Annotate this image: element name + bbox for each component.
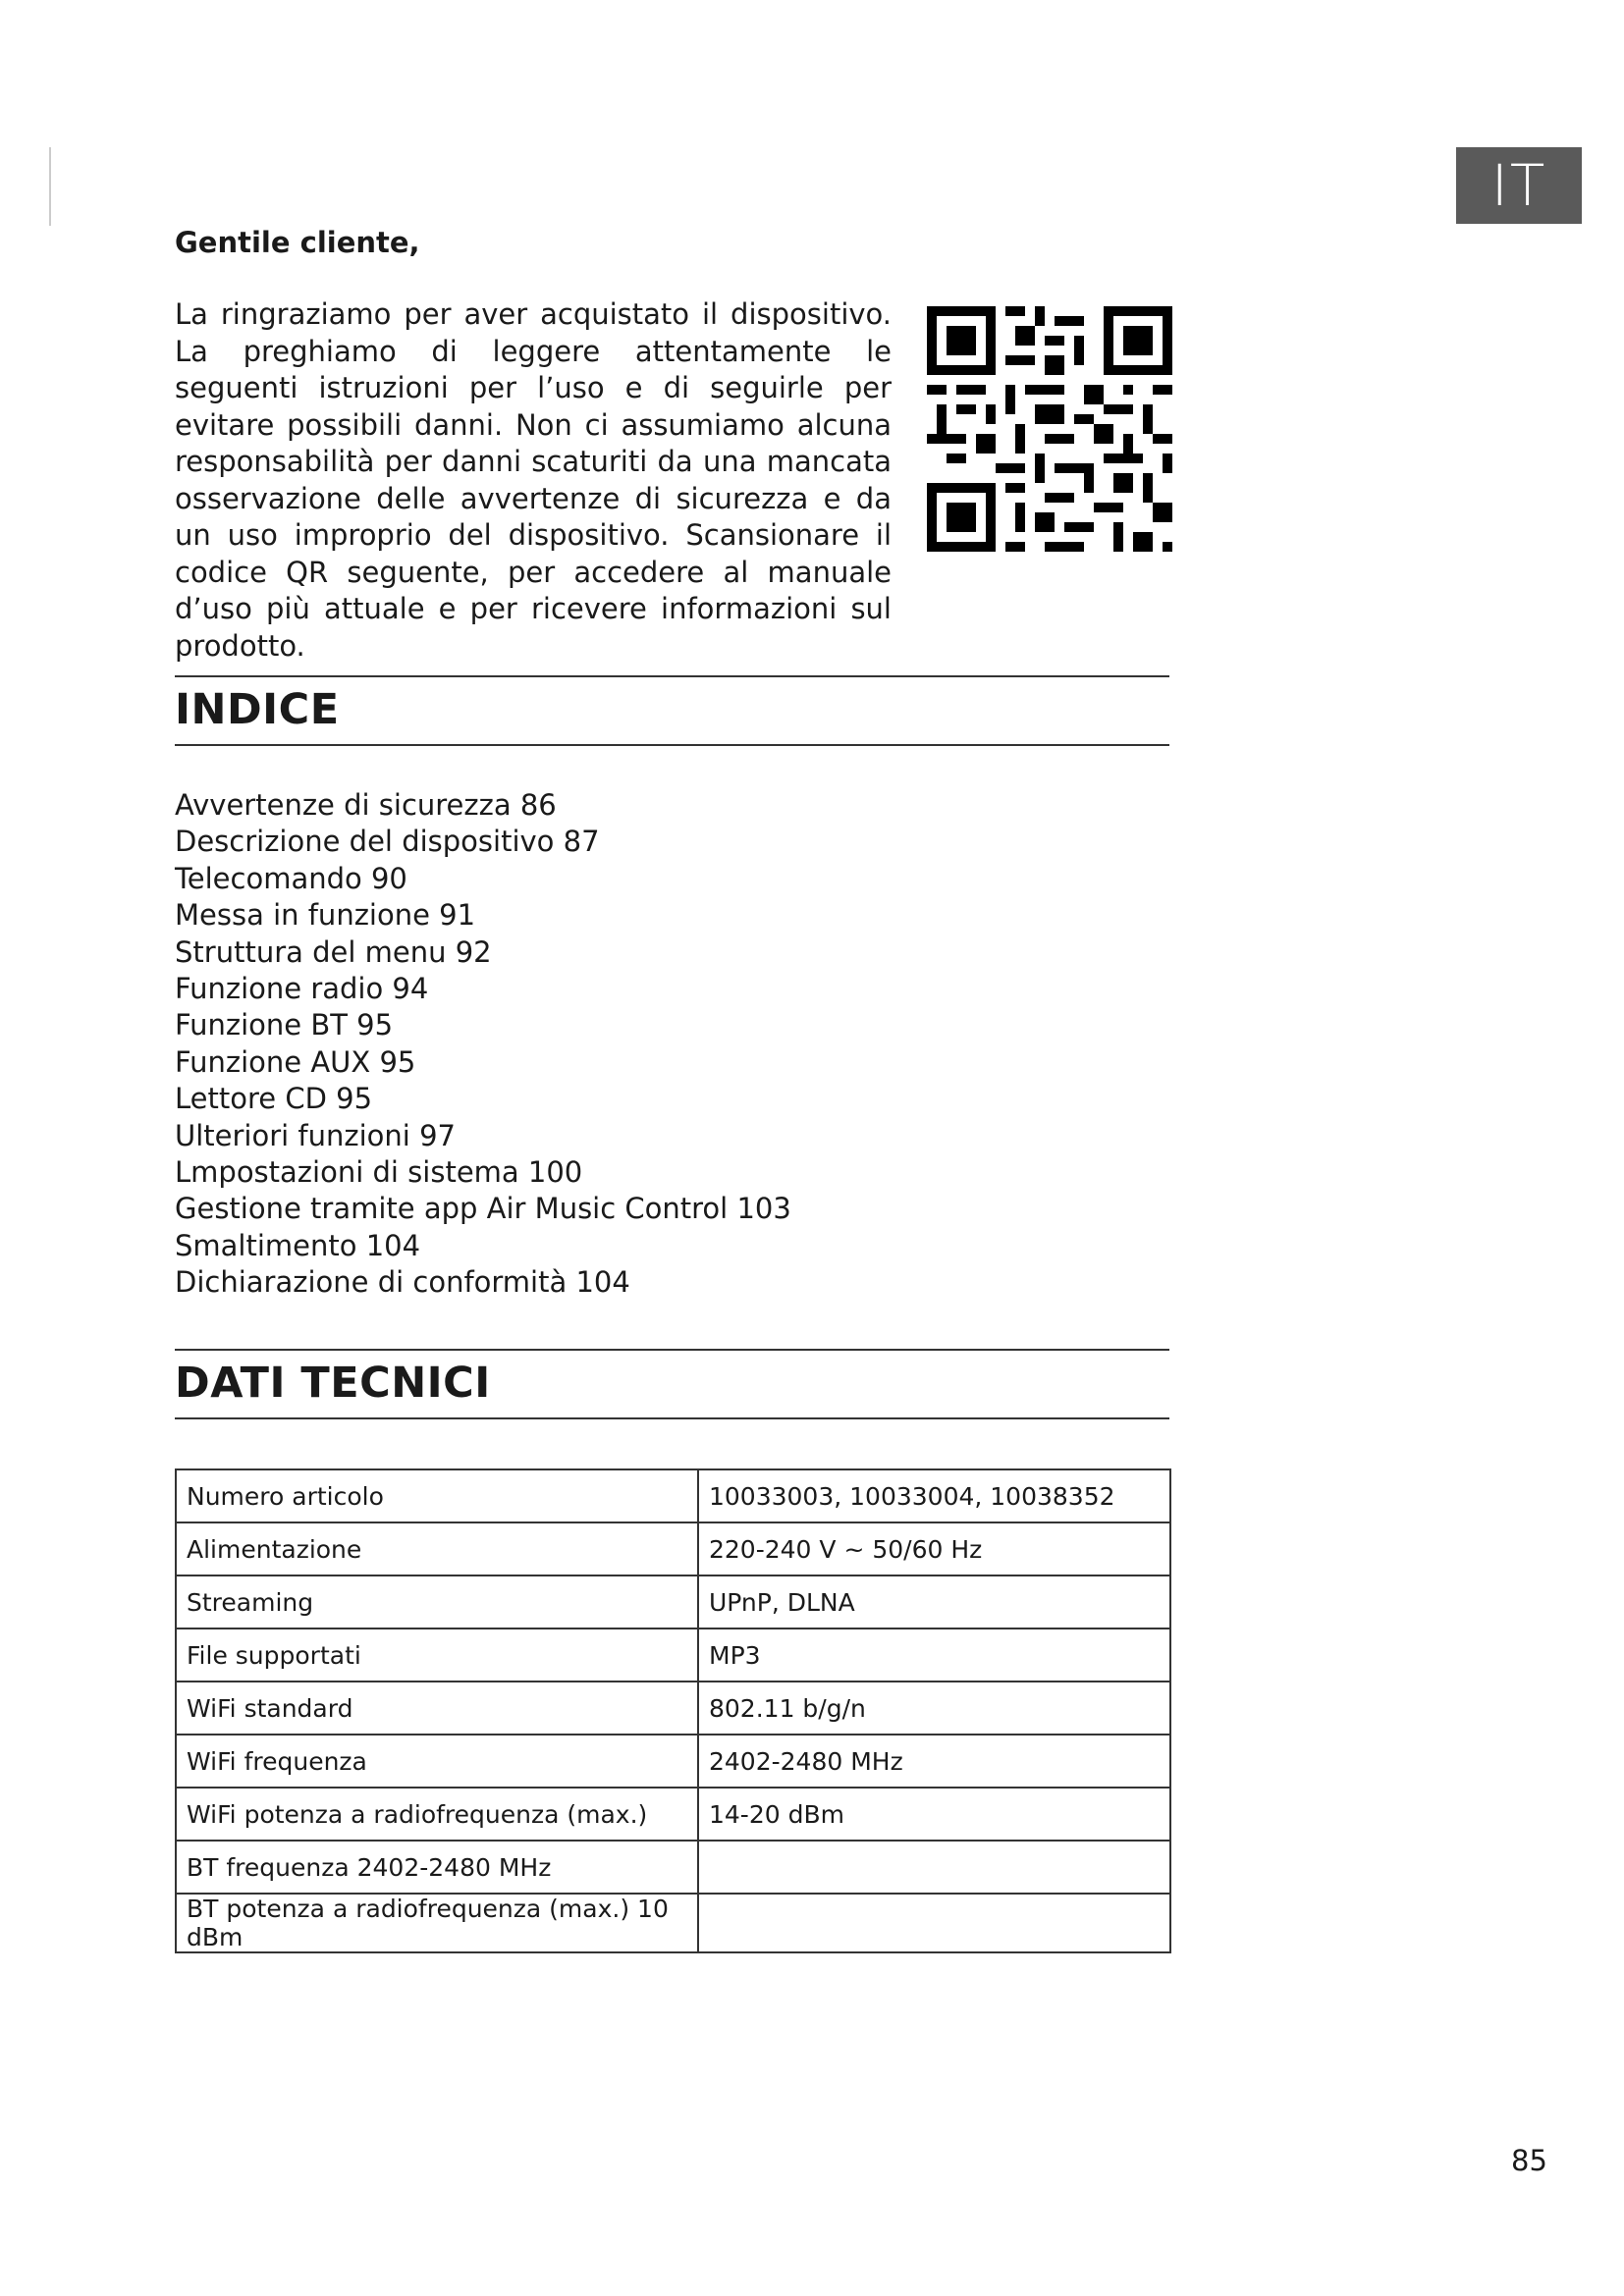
toc-item: Dichiarazione di conformità 104 (175, 1265, 630, 1300)
toc-item: Messa in funzione 91 (175, 898, 476, 933)
table-row (176, 1894, 1170, 1952)
table-of-contents (175, 787, 791, 1302)
qr-code (927, 306, 1172, 552)
toc-item: Lmpostazioni di sistema 100 (175, 1155, 583, 1190)
toc-item: Telecomando 90 (175, 861, 407, 895)
toc-item: Funzione radio 94 (175, 972, 429, 1006)
spec-label: Alimentazione (176, 1522, 698, 1575)
specs-title: DATI TECNICI (175, 1359, 491, 1408)
table-row (176, 1575, 1170, 1629)
toc-item: Struttura del menu 92 (175, 934, 492, 969)
greeting: Gentile cliente, (175, 226, 420, 259)
spec-label: WiFi frequenza (176, 1735, 698, 1788)
index-rule-bottom (175, 744, 1169, 746)
spec-label: Streaming (176, 1575, 698, 1629)
spec-value: 2402-2480 MHz (698, 1735, 1170, 1788)
spec-value: MP3 (698, 1629, 1170, 1682)
table-row (176, 1841, 1170, 1894)
table-row (176, 1629, 1170, 1682)
spec-value (698, 1841, 1170, 1894)
spec-label: File supportati (176, 1629, 698, 1682)
toc-item: Funzione BT 95 (175, 1008, 394, 1042)
spec-label: WiFi potenza a radiofrequenza (max.) (176, 1788, 698, 1841)
toc-item: Funzione AUX 95 (175, 1044, 416, 1079)
toc-item: Descrizione del dispositivo 87 (175, 825, 600, 859)
intro-paragraph: La ringraziamo per aver acquistato il dispositivo. La preghiamo di leggere attentamente le seguenti istruzioni per l’uso e di seguirle per evitare possibili danni. Non ci assumiamo alcuna responsabilità per danni scaturiti da una mancata osservazione delle avvertenze di sicurezza e da un uso improprio del dispositivo. Scansionare il codice QR seguente, per accedere al manuale d’uso più attuale e per ricevere informazioni sul prodotto. (175, 297, 892, 663)
table-row (176, 1682, 1170, 1735)
table-row (176, 1469, 1170, 1522)
toc-item: Avvertenze di sicurezza 86 (175, 788, 557, 822)
spec-label: Numero articolo (176, 1469, 698, 1522)
toc-item: Lettore CD 95 (175, 1082, 373, 1116)
page-number: 85 (1511, 2144, 1547, 2177)
margin-line (49, 147, 51, 226)
spec-label: BT frequenza 2402-2480 MHz (176, 1841, 698, 1894)
spec-label: BT potenza a radiofrequenza (max.) 10 dBm (176, 1894, 698, 1952)
spec-label: WiFi standard (176, 1682, 698, 1735)
spec-value: 802.11 b/g/n (698, 1682, 1170, 1735)
index-rule-top (175, 675, 1169, 677)
toc-item: Smaltimento 104 (175, 1228, 421, 1262)
table-row (176, 1788, 1170, 1841)
specs-rule-bottom (175, 1417, 1169, 1419)
spec-value: 14-20 dBm (698, 1788, 1170, 1841)
index-title: INDICE (175, 685, 340, 734)
spec-value: 10033003, 10033004, 10038352 (698, 1469, 1170, 1522)
table-row (176, 1522, 1170, 1575)
toc-item: Ulteriori funzioni 97 (175, 1118, 456, 1152)
table-row (176, 1735, 1170, 1788)
specs-rule-top (175, 1349, 1169, 1351)
language-tab: IT (1456, 147, 1582, 224)
toc-item: Gestione tramite app Air Music Control 103 (175, 1192, 791, 1226)
spec-value (698, 1894, 1170, 1952)
specs-table (175, 1468, 1171, 1953)
spec-value: 220-240 V ~ 50/60 Hz (698, 1522, 1170, 1575)
spec-value: UPnP, DLNA (698, 1575, 1170, 1629)
